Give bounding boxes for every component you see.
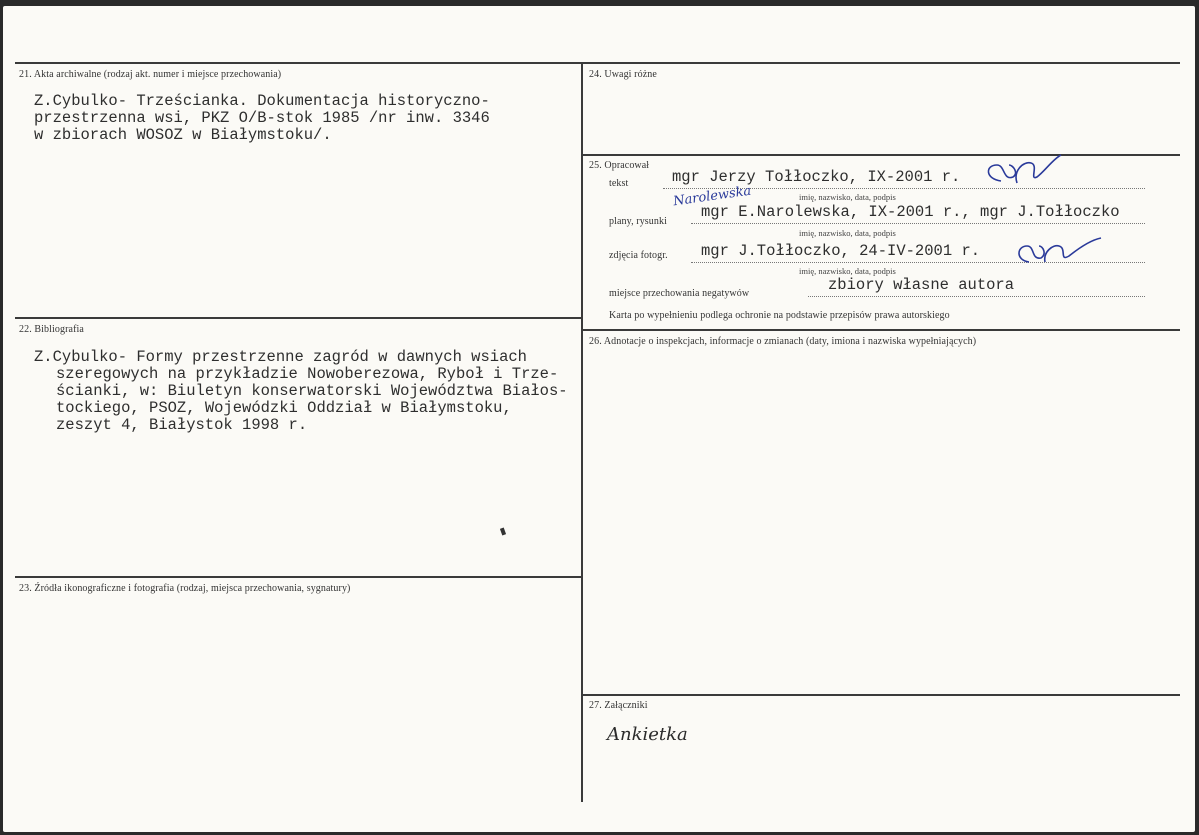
plany-caption: imię, nazwisko, data, podpis [799, 228, 896, 238]
rule-left-21-22 [15, 317, 582, 319]
section-21-text [34, 93, 490, 144]
ink-speck [500, 528, 506, 536]
zdjecia-value: mgr J.Tołłoczko, 24-IV-2001 r. [701, 242, 981, 260]
zdjecia-caption: imię, nazwisko, data, podpis [799, 266, 896, 276]
section-21-line: przestrzenna wsi, PKZ O/B-stok 1985 /nr inw. 3346 [34, 109, 490, 127]
top-rule [15, 62, 1180, 64]
signature-zdjecia [1013, 232, 1103, 268]
plany-value: mgr E.Narolewska, IX-2001 r., mgr J.Tołłoczko [701, 203, 1120, 221]
rule-left-22-23 [15, 576, 582, 578]
tekst-label: tekst [609, 178, 629, 189]
section-27-label: 27. Załączniki [589, 700, 648, 711]
section-21-label: 21. Akta archiwalne (rodzaj akt. numer i miejsce przechowania) [19, 69, 282, 80]
record-card [3, 6, 1195, 832]
plany-line [691, 223, 1145, 224]
section-22-line: ścianki, w: Biuletyn konserwatorski Województwa Białos- [56, 382, 568, 400]
miejsce-label: miejsce przechowania negatywów [609, 288, 750, 299]
section-22-line: Z.Cybulko- Formy przestrzenne zagród w dawnych wsiach [34, 348, 527, 366]
rule-right-24-25 [583, 154, 1180, 156]
attachment-handwritten: Ankietka [607, 724, 688, 745]
section-24-label: 24. Uwagi różne [589, 69, 657, 80]
section-21-line: Z.Cybulko- Trześcianka. Dokumentacja historyczno- [34, 92, 490, 110]
section-22-label: 22. Bibliografia [19, 324, 84, 335]
tekst-caption: imię, nazwisko, data, podpis [799, 192, 896, 202]
section-25-label: 25. Opracował [589, 160, 650, 171]
center-divider [581, 62, 583, 802]
signature-tekst [983, 151, 1063, 191]
plany-handwritten-name: Narolewska [672, 183, 753, 210]
section-22-line: tockiego, PSOZ, Wojewódzki Oddział w Białymstoku, [56, 399, 512, 417]
plany-label: plany, rysunki [609, 216, 667, 227]
section-22-line: zeszyt 4, Białystok 1998 r. [56, 416, 308, 434]
section-26-label: 26. Adnotacje o inspekcjach, informacje o zmianach (daty, imiona i nazwiska wypełniających) [589, 336, 977, 347]
rule-right-26-27 [583, 694, 1180, 696]
section-22-line: szeregowych na przykładzie Nowoberezowa, Ryboł i Trze- [56, 365, 559, 383]
miejsce-line [808, 296, 1145, 297]
section-23-label: 23. Źródła ikonograficzne i fotografia (rodzaj, miejsca przechowania, sygnatury) [19, 583, 351, 594]
tekst-value: mgr Jerzy Tołłoczko, IX-2001 r. [672, 168, 961, 186]
miejsce-value: zbiory własne autora [828, 276, 1015, 294]
copyright-note: Karta po wypełnieniu podlega ochronie na podstawie przepisów prawa autorskiego [609, 310, 950, 321]
section-22-text [34, 349, 568, 434]
section-21-line: w zbiorach WOSOZ w Białymstoku/. [34, 126, 332, 144]
rule-right-25-26 [583, 329, 1180, 331]
zdjecia-label: zdjęcia fotogr. [609, 250, 668, 261]
